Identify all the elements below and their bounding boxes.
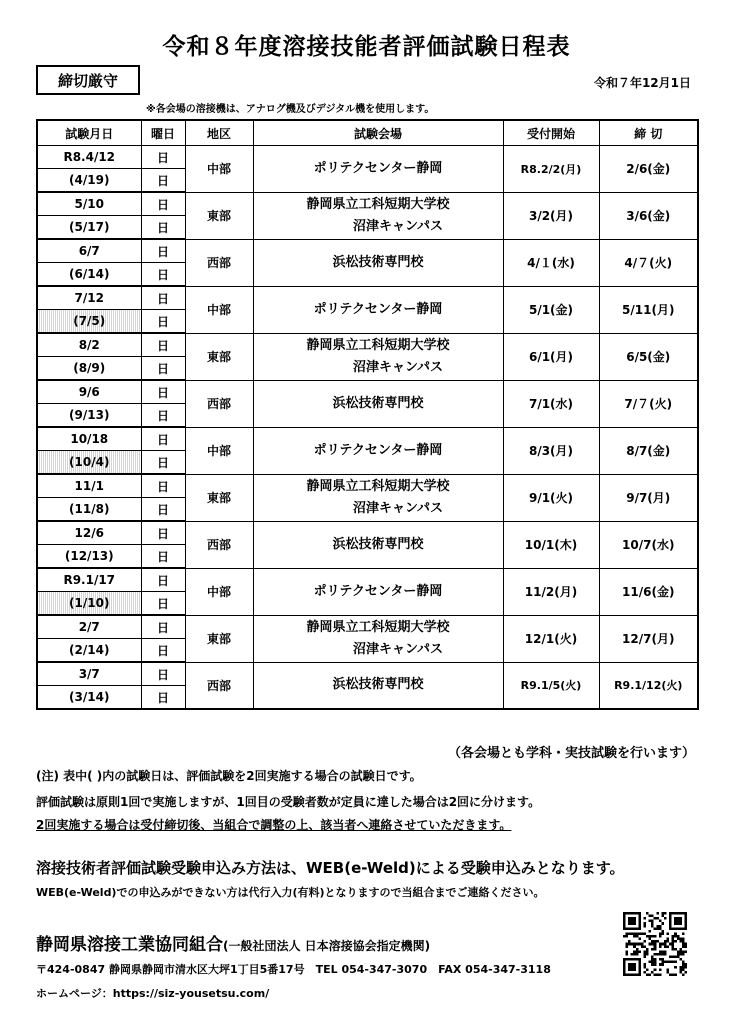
venue-cell (253, 286, 503, 333)
header-venue: 試験会場 (253, 120, 503, 146)
table-header-row (37, 120, 698, 146)
deadline-cell: 2/6(金) (599, 146, 698, 193)
table-row (37, 286, 698, 310)
venue-campus: 沼津キャンパス (352, 641, 444, 657)
venue-name: 静岡県立工科短期大学校 (306, 337, 450, 353)
district-cell: 西部 (185, 521, 253, 568)
table-row (37, 239, 698, 263)
weekday-cell: 日 (141, 192, 185, 216)
note-split-rule: 評価試験は原則1回で実施しますが、1回目の受験者数が定員に達した場合は2回に分けます。 (36, 795, 541, 809)
venue-cell (253, 239, 503, 286)
venue-name: ポリテクセンター静岡 (313, 301, 443, 317)
organization-name-text: 静岡県溶接工業協同組合 (36, 935, 223, 955)
district-cell: 中部 (185, 427, 253, 474)
application-start-cell: 4/１(水) (503, 239, 599, 286)
weekday-cell: 日 (141, 521, 185, 545)
weekday-cell: 日 (141, 286, 185, 310)
table-row (37, 615, 698, 639)
exam-date-cell: 9/6 (37, 380, 141, 404)
deadline-cell: 6/5(金) (599, 333, 698, 380)
exam-date-cell: 10/18 (37, 427, 141, 451)
weekday-cell: 日 (141, 169, 185, 193)
district-cell: 東部 (185, 192, 253, 239)
weekday-cell: 日 (141, 333, 185, 357)
application-start-cell: 9/1(火) (503, 474, 599, 521)
weekday-cell: 日 (141, 662, 185, 686)
welding-machine-notice: ※各会場の溶接機は、アナログ機及びデジタル機を使用します。 (146, 104, 435, 115)
weekday-cell: 日 (141, 357, 185, 381)
application-start-cell: 5/1(金) (503, 286, 599, 333)
exam-date-cell: (6/14) (37, 263, 141, 287)
application-start-cell: 12/1(火) (503, 615, 599, 662)
application-start-cell: 7/1(水) (503, 380, 599, 427)
venue-name: 浜松技術専門校 (332, 536, 424, 552)
exam-date-cell: (4/19) (37, 169, 141, 193)
venue-name: 静岡県立工科短期大学校 (306, 619, 450, 635)
table-row (37, 521, 698, 545)
exam-date-cell: 8/2 (37, 333, 141, 357)
venue-cell (253, 380, 503, 427)
header-district: 地区 (185, 120, 253, 146)
venue-cell (253, 568, 503, 615)
table-row (37, 427, 698, 451)
schedule-body (37, 146, 698, 710)
exam-date-cell: (3/14) (37, 686, 141, 710)
organization-subtitle: (一般社団法人 日本溶接協会指定機関) (223, 939, 431, 953)
exam-date-cell: (9/13) (37, 404, 141, 428)
weekday-cell: 日 (141, 615, 185, 639)
weekday-cell: 日 (141, 216, 185, 240)
header-deadline: 締 切 (599, 120, 698, 146)
application-start-cell: R8.2/2(月) (503, 146, 599, 193)
exam-date-cell: R8.4/12 (37, 146, 141, 169)
weekday-cell: 日 (141, 686, 185, 710)
exam-date-cell: 3/7 (37, 662, 141, 686)
exam-date-cell: 7/12 (37, 286, 141, 310)
header-weekday: 曜日 (141, 120, 185, 146)
venue-cell (253, 662, 503, 709)
weekday-cell: 日 (141, 427, 185, 451)
district-cell: 中部 (185, 568, 253, 615)
exam-date-cell: 12/6 (37, 521, 141, 545)
weekday-cell: 日 (141, 545, 185, 569)
deadline-cell: 5/11(月) (599, 286, 698, 333)
exam-schedule-table (36, 119, 699, 710)
deadline-cell: 8/7(金) (599, 427, 698, 474)
homepage-link[interactable]: ホームページ：https://siz-yousetsu.com/ (36, 987, 270, 1000)
district-cell: 西部 (185, 239, 253, 286)
qr-code-icon (623, 912, 687, 976)
deadline-cell: R9.1/12(火) (599, 662, 698, 709)
note-second-exam: (注) 表中( )内の試験日は、評価試験を2回実施する場合の試験日です。 (36, 769, 422, 783)
venue-name: 浜松技術専門校 (332, 677, 424, 693)
venue-campus: 沼津キャンパス (352, 500, 444, 516)
organization-name (36, 930, 430, 955)
exam-date-cell: (8/9) (37, 357, 141, 381)
exam-content-note: （各会場とも学科・実技試験を行います） (447, 746, 695, 761)
venue-name: 浜松技術専門校 (332, 395, 424, 411)
exam-date-cell: (2/14) (37, 639, 141, 663)
header-application-start: 受付開始 (503, 120, 599, 146)
district-cell: 東部 (185, 333, 253, 380)
district-cell: 中部 (185, 146, 253, 193)
weekday-cell: 日 (141, 310, 185, 334)
venue-name: 静岡県立工科短期大学校 (306, 478, 450, 494)
weekday-cell: 日 (141, 498, 185, 522)
venue-name: ポリテクセンター静岡 (313, 160, 443, 176)
exam-date-cell: 11/1 (37, 474, 141, 498)
venue-campus: 沼津キャンパス (352, 359, 444, 375)
web-application-notice: 溶接技術者評価試験受験申込み方法は、WEB(e-Weld)による受験申込みとなります。 (36, 859, 625, 877)
application-start-cell: 3/2(月) (503, 192, 599, 239)
venue-name: 浜松技術専門校 (332, 254, 424, 270)
deadline-cell: 9/7(月) (599, 474, 698, 521)
venue-cell (253, 333, 503, 380)
district-cell: 東部 (185, 474, 253, 521)
deadline-cell: 3/6(金) (599, 192, 698, 239)
exam-date-cell: 5/10 (37, 192, 141, 216)
application-start-cell: 10/1(木) (503, 521, 599, 568)
deadline-cell: 7/７(火) (599, 380, 698, 427)
table-row (37, 380, 698, 404)
venue-cell (253, 427, 503, 474)
weekday-cell: 日 (141, 146, 185, 169)
table-row (37, 146, 698, 169)
weekday-cell: 日 (141, 404, 185, 428)
application-start-cell: R9.1/5(火) (503, 662, 599, 709)
venue-name: ポリテクセンター静岡 (313, 442, 443, 458)
weekday-cell: 日 (141, 568, 185, 592)
exam-date-cell: R9.1/17 (37, 568, 141, 592)
table-row (37, 474, 698, 498)
deadline-cell: 12/7(月) (599, 615, 698, 662)
organization-address: 〒424-0847 静岡県静岡市清水区大坪1丁目5番17号 TEL 054-347-3070 FAX 054-347-3118 (36, 963, 551, 976)
exam-date-cell: (10/4) (37, 451, 141, 475)
venue-cell (253, 146, 503, 193)
application-start-cell: 6/1(月) (503, 333, 599, 380)
district-cell: 西部 (185, 662, 253, 709)
exam-date-cell: (1/10) (37, 592, 141, 616)
deadline-cell: 11/6(金) (599, 568, 698, 615)
header-exam-date: 試験月日 (37, 120, 141, 146)
table-row (37, 662, 698, 686)
deadline-cell: 10/7(水) (599, 521, 698, 568)
venue-cell (253, 615, 503, 662)
table-row (37, 568, 698, 592)
weekday-cell: 日 (141, 592, 185, 616)
page-title: 令和８年度溶接技能者評価試験日程表 (162, 34, 571, 60)
weekday-cell: 日 (141, 380, 185, 404)
venue-cell (253, 474, 503, 521)
venue-campus: 沼津キャンパス (352, 218, 444, 234)
venue-name: ポリテクセンター静岡 (313, 583, 443, 599)
deadline-cell: 4/７(火) (599, 239, 698, 286)
weekday-cell: 日 (141, 451, 185, 475)
weekday-cell: 日 (141, 474, 185, 498)
table-row (37, 192, 698, 216)
district-cell: 西部 (185, 380, 253, 427)
table-row (37, 333, 698, 357)
district-cell: 中部 (185, 286, 253, 333)
application-start-cell: 11/2(月) (503, 568, 599, 615)
exam-date-cell: (7/5) (37, 310, 141, 334)
exam-date-cell: (12/13) (37, 545, 141, 569)
venue-cell (253, 521, 503, 568)
application-start-cell: 8/3(月) (503, 427, 599, 474)
weekday-cell: 日 (141, 263, 185, 287)
proxy-entry-notice: WEB(e-Weld)での申込みができない方は代行入力(有料)となりますので当組合までご連絡ください。 (36, 886, 545, 899)
document-date: 令和７年12月1日 (593, 76, 691, 90)
note-contact: 2回実施する場合は受付締切後、当組合で調整の上、該当者へ連絡させていただきます。 (36, 818, 512, 832)
weekday-cell: 日 (141, 639, 185, 663)
venue-cell (253, 192, 503, 239)
exam-date-cell: 6/7 (37, 239, 141, 263)
venue-name: 静岡県立工科短期大学校 (306, 196, 450, 212)
deadline-notice-box: 締切厳守 (36, 65, 140, 95)
district-cell: 東部 (185, 615, 253, 662)
weekday-cell: 日 (141, 239, 185, 263)
exam-date-cell: (5/17) (37, 216, 141, 240)
exam-date-cell: 2/7 (37, 615, 141, 639)
exam-date-cell: (11/8) (37, 498, 141, 522)
